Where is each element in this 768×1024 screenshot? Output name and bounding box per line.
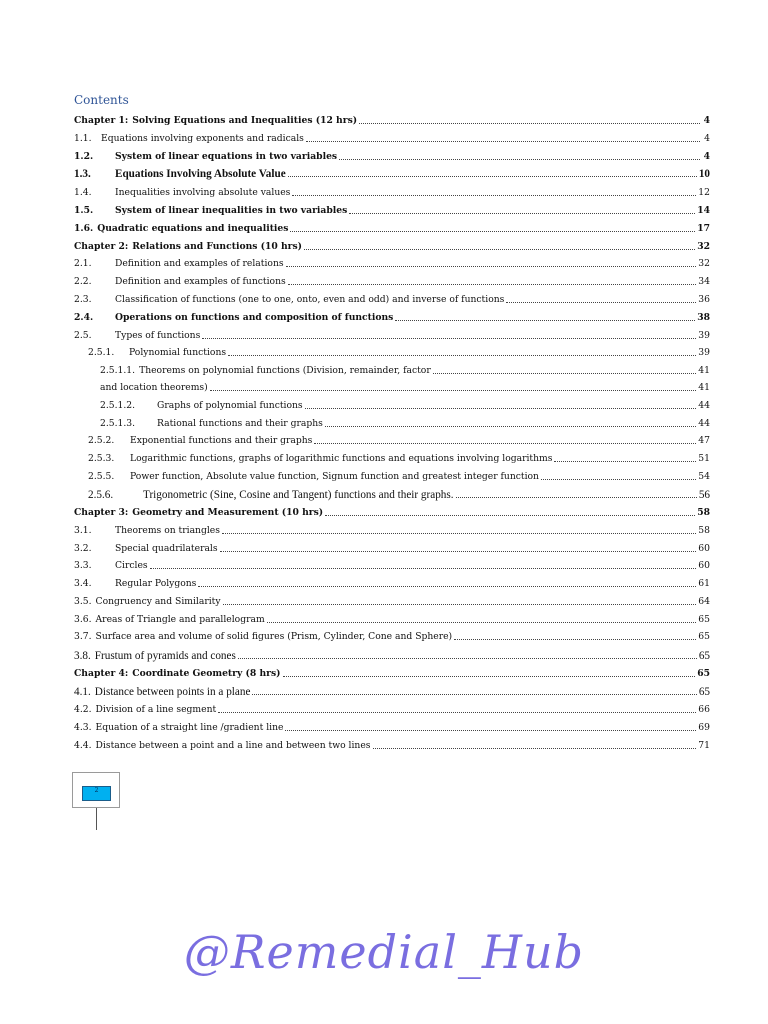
toc-entry-number: 3.8. [74,650,91,662]
toc-entry[interactable] [74,113,710,127]
toc-entry-number: 2.5.1. [88,347,115,358]
toc-entry-page: 4 [704,133,710,144]
toc-entry-title: Quadratic equations and inequalities [97,223,289,234]
toc-entry-title: System of linear equations in two variables [115,151,338,162]
toc-entry-page: 14 [697,205,710,216]
toc-entry-page: 36 [698,294,710,305]
toc-entry[interactable] [74,239,710,253]
toc-entry-number: 1.2. [74,151,94,162]
toc-entry-page: 51 [698,453,710,464]
toc-entry-title: Classification of functions (one to one, onto, even and odd) and inverse of functions [115,294,505,305]
toc-entry-title: Distance between points in a plane [94,686,251,698]
toc-entry-title: Theorems on triangles [115,525,220,536]
toc-entry-number: 2.5.5. [88,471,115,482]
toc-entry-title: Congruency and Similarity [95,596,221,607]
toc-dot-leader [283,675,696,677]
toc-entry[interactable] [74,256,710,270]
toc-entry-page: 44 [698,400,710,411]
toc-dot-leader [220,550,697,552]
toc-entry-title: Coordinate Geometry (8 hrs) [132,668,281,679]
toc-entry-page: 34 [698,276,710,287]
toc-entry-title: Equations Involving Absolute Value [115,168,286,180]
toc-entry-title: Operations on functions and composition of functions [115,312,394,323]
toc-dot-leader [433,372,697,374]
toc-dot-leader [373,747,697,749]
toc-entry-title: Definition and examples of functions [115,276,286,287]
toc-entry[interactable] [74,166,710,180]
toc-entry-title: Geometry and Measurement (10 hrs) [132,507,324,518]
toc-entry[interactable] [88,469,710,483]
toc-entry-number: Chapter 1: [74,115,129,126]
toc-entry-title: Regular Polygons [115,578,197,589]
toc-entry-page: 17 [697,223,710,234]
toc-entry-number: 3.3. [74,560,92,571]
toc-entry[interactable] [100,380,710,394]
toc-dot-leader [304,248,695,250]
page-number: 2 [82,786,111,801]
toc-dot-leader [554,460,696,462]
toc-entry-number: 2.1. [74,258,92,269]
toc-entry-page: 41 [698,365,710,376]
toc-entry-title: Equation of a straight line /gradient line [95,722,284,733]
toc-entry-title: Equations involving exponents and radicals [101,133,304,144]
toc-entry[interactable] [74,221,710,235]
toc-entry-page: 32 [698,258,710,269]
toc-entry-title: Special quadrilaterals [115,543,218,554]
toc-entry-page: 4 [703,115,710,126]
toc-dot-leader [198,585,696,587]
toc-entry-title: and location theorems) [100,382,208,393]
toc-entry-number: 2.5.6. [88,489,114,501]
toc-entry-number: 4.1. [74,686,91,698]
toc-entry-number: 1.1. [74,133,92,144]
toc-entry-page: 65 [698,614,710,625]
toc-dot-leader [218,711,696,713]
toc-dot-leader [292,194,696,196]
toc-dot-leader [202,337,696,339]
toc-entry[interactable] [74,684,710,698]
toc-entry-title: Surface area and volume of solid figures (Prism, Cylinder, Cone and Sphere) [95,631,453,642]
toc-entry-page: 12 [698,187,710,198]
footer-divider [96,808,97,830]
toc-dot-leader [325,514,695,516]
toc-entry-title: Distance between a point and a line and between two lines [95,740,371,751]
toc-entry-number: 2.5.3. [88,453,115,464]
toc-entry[interactable] [74,505,710,519]
toc-entry-number: 4.2. [74,704,92,715]
toc-entry-number: Chapter 2: [74,241,129,252]
toc-dot-leader [349,212,695,214]
toc-entry-title: Inequalities involving absolute values [115,187,291,198]
toc-entry[interactable] [74,203,710,217]
toc-dot-leader [506,301,696,303]
toc-dot-leader [456,496,697,498]
toc-entry-page: 39 [698,330,710,341]
toc-entry[interactable] [74,702,710,716]
toc-entry-title: System of linear inequalities in two variables [115,205,348,216]
toc-entry-page: 69 [698,722,710,733]
toc-entry-page: 4 [703,151,710,162]
toc-entry-number: 3.5. [74,596,92,607]
watermark-text: @Remedial_Hub [183,925,585,979]
toc-entry-page: 64 [698,596,710,607]
toc-entry-number: 1.5. [74,205,94,216]
toc-entry[interactable] [88,345,710,359]
toc-entry-title: Logarithmic functions, graphs of logarithmic functions and equations involving logarithms [130,453,553,464]
toc-entry[interactable] [100,398,710,412]
toc-entry-page: 58 [697,507,710,518]
toc-entry-number: 3.6. [74,614,92,625]
toc-dot-leader [210,389,697,391]
toc-entry-page: 38 [697,312,710,323]
toc-entry-number: 2.5. [74,330,92,341]
toc-entry-title: Rational functions and their graphs [157,418,323,429]
toc-entry-number: 2.5.1.2. [100,400,136,411]
toc-entry[interactable] [88,451,710,465]
toc-entry[interactable] [74,541,710,555]
toc-entry[interactable] [100,416,710,430]
toc-entry-page: 39 [698,347,710,358]
toc-dot-leader [222,532,696,534]
toc-entry-title: Relations and Functions (10 hrs) [132,241,302,252]
toc-entry[interactable] [74,274,710,288]
toc-entry-number: 2.5.1.3. [100,418,136,429]
toc-entry-number: 2.5.2. [88,435,115,446]
toc-entry[interactable] [74,523,710,537]
toc-entry-number: 3.7. [74,631,92,642]
toc-entry-page: 65 [698,631,710,642]
toc-dot-leader [305,407,697,409]
toc-entry[interactable] [74,558,710,572]
toc-entry[interactable] [74,131,710,145]
toc-dot-leader [238,657,697,659]
toc-entry-title: Solving Equations and Inequalities (12 hrs) [132,115,358,126]
toc-entry-page: 56 [698,489,710,501]
toc-entry-page: 58 [698,525,710,536]
toc-dot-leader [359,122,700,124]
toc-entry-page: 32 [697,241,710,252]
toc-entry-page: 54 [698,471,710,482]
toc-entry-title: Power function, Absolute value function, Signum function and greatest integer function [130,471,539,482]
toc-dot-leader [285,729,696,731]
toc-entry-title: Division of a line segment [95,704,217,715]
toc-entry-number: 3.1. [74,525,92,536]
toc-entry-title: Frustum of pyramids and cones [94,650,236,662]
toc-entry[interactable] [74,666,710,680]
toc-entry-number: Chapter 3: [74,507,129,518]
toc-entry-title: Trigonometric (Sine, Cosine and Tangent) functions and their graphs. [143,489,454,501]
toc-entry-title: Polynomial functions [129,347,227,358]
toc-dot-leader [288,175,697,177]
toc-entry[interactable] [74,310,710,324]
toc-dot-leader [228,354,696,356]
toc-entry-number: 2.3. [74,294,92,305]
toc-dot-leader [150,567,697,569]
toc-entry[interactable] [74,149,710,163]
toc-entry-title: Exponential functions and their graphs [130,435,313,446]
toc-entry-title: Types of functions [115,330,201,341]
toc-entry-number: 4.4. [74,740,92,751]
toc-entry[interactable] [74,629,710,643]
toc-entry-page: 66 [698,704,710,715]
toc-dot-leader [288,283,697,285]
toc-entry-number: 1.6. [74,223,94,234]
toc-entry-title: Graphs of polynomial functions [157,400,303,411]
toc-dot-leader [306,140,700,142]
toc-entry[interactable] [74,185,710,199]
toc-entry[interactable] [74,720,710,734]
toc-entry[interactable] [74,328,710,342]
toc-entry-page: 41 [698,382,710,393]
toc-entry-page: 10 [698,168,710,180]
toc-entry-title: Theorems on polynomial functions (Division, remainder, factor [139,365,431,376]
toc-entry-page: 65 [698,686,710,698]
toc-dot-leader [223,603,697,605]
toc-entry-page: 47 [698,435,710,446]
toc-entry-page: 60 [698,543,710,554]
toc-entry[interactable] [88,487,710,501]
toc-entry[interactable] [88,433,710,447]
toc-entry-number: 1.4. [74,187,92,198]
toc-dot-leader [541,478,696,480]
toc-dot-leader [286,265,697,267]
toc-dot-leader [454,638,696,640]
toc-entry[interactable] [100,363,710,377]
toc-entry-page: 60 [698,560,710,571]
toc-dot-leader [267,621,697,623]
toc-dot-leader [290,230,695,232]
toc-entry-number: 2.2. [74,276,92,287]
toc-entry-number: 1.3. [74,168,91,180]
toc-entry[interactable] [74,612,710,626]
toc-entry-page: 61 [698,578,710,589]
toc-entry-number: Chapter 4: [74,668,129,679]
toc-entry-title: Definition and examples of relations [115,258,284,269]
contents-heading: Contents [74,93,129,107]
toc-entry-page: 44 [698,418,710,429]
toc-entry[interactable] [74,648,710,662]
toc-entry[interactable] [74,292,710,306]
toc-entry[interactable] [74,738,710,752]
toc-entry-number: 4.3. [74,722,92,733]
toc-entry[interactable] [74,576,710,590]
toc-entry[interactable] [74,594,710,608]
toc-dot-leader [325,425,696,427]
toc-entry-number: 3.4. [74,578,92,589]
toc-entry-page: 71 [698,740,710,751]
toc-entry-title: Areas of Triangle and parallelogram [95,614,265,625]
toc-entry-page: 65 [697,668,710,679]
toc-dot-leader [252,693,696,695]
toc-entry-number: 2.5.1.1. [100,365,136,376]
toc-entry-title: Circles [115,560,148,571]
toc-entry-number: 2.4. [74,312,94,323]
toc-dot-leader [339,158,700,160]
toc-entry-page: 65 [698,650,710,662]
toc-dot-leader [395,319,695,321]
toc-dot-leader [314,442,696,444]
toc-entry-number: 3.2. [74,543,92,554]
